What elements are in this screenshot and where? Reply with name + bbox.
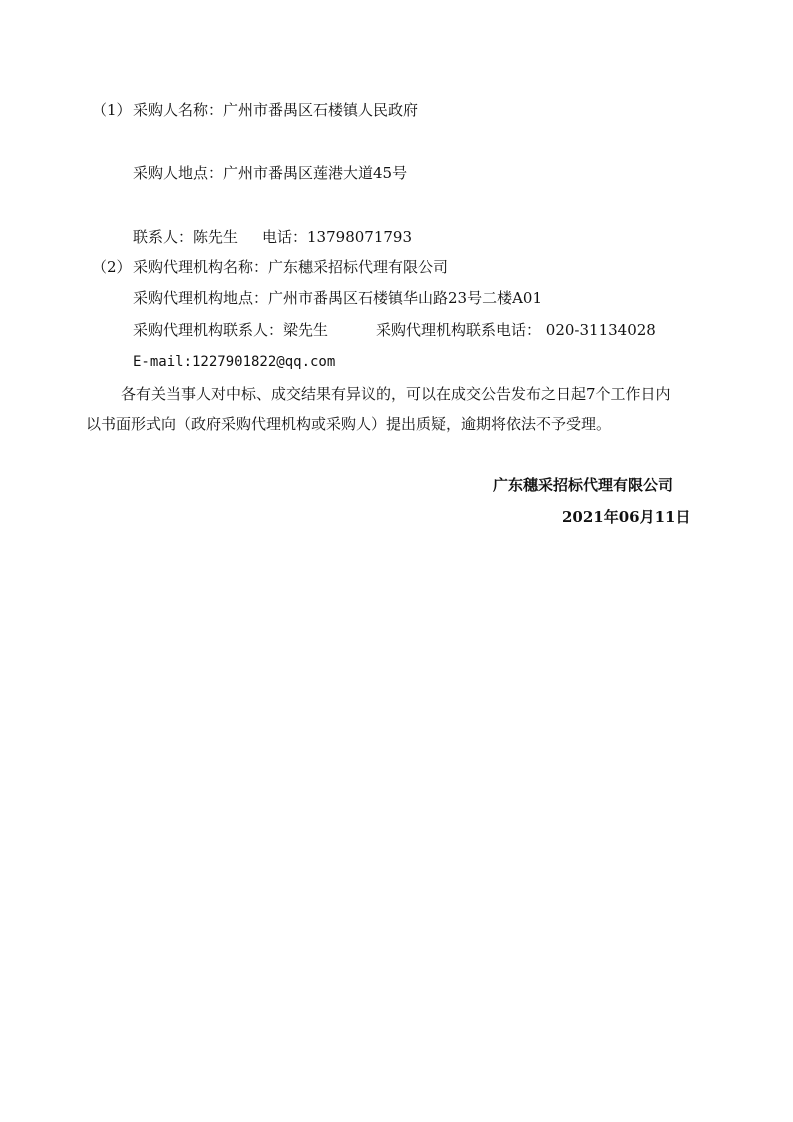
purchaser-name-line: 采购人名称：广州市番禺区石楼镇人民政府 (133, 101, 419, 119)
purchaser-index: （1） (92, 101, 132, 119)
agency-address-line: 采购代理机构地点：广州市番禺区石楼镇华山路23号二楼A01 (133, 289, 543, 307)
agency-phone: 采购代理机构联系电话： 020-31134028 (376, 321, 656, 339)
purchaser-address-line: 采购人地点：广州市番禺区莲港大道45号 (133, 164, 408, 182)
agency-contact-label: 采购代理机构联系人：梁先生 (133, 321, 329, 339)
purchaser-contact (133, 227, 412, 247)
agency-contact (133, 320, 656, 340)
agency-index: （2） (92, 258, 132, 276)
notice-line-2: 以书面形式向（政府采购代理机构或采购人）提出质疑，逾期将依法不予受理。 (86, 415, 612, 433)
agency-email: E-mail:1227901822@qq.com (133, 354, 336, 370)
purchaser-contact-label: 联系人：陈先生 (133, 228, 239, 246)
notice-line-1: 各有关当事人对中标、成交结果有异议的，可以在成交公告发布之日起7个工作日内 (121, 385, 671, 403)
purchaser-phone: 电话：13798071793 (262, 228, 412, 246)
signature-company: 广东穗采招标代理有限公司 (493, 476, 674, 494)
agency-name-line: 采购代理机构名称：广东穗采招标代理有限公司 (133, 258, 449, 276)
signature-date: 2021年06月11日 (562, 508, 691, 526)
